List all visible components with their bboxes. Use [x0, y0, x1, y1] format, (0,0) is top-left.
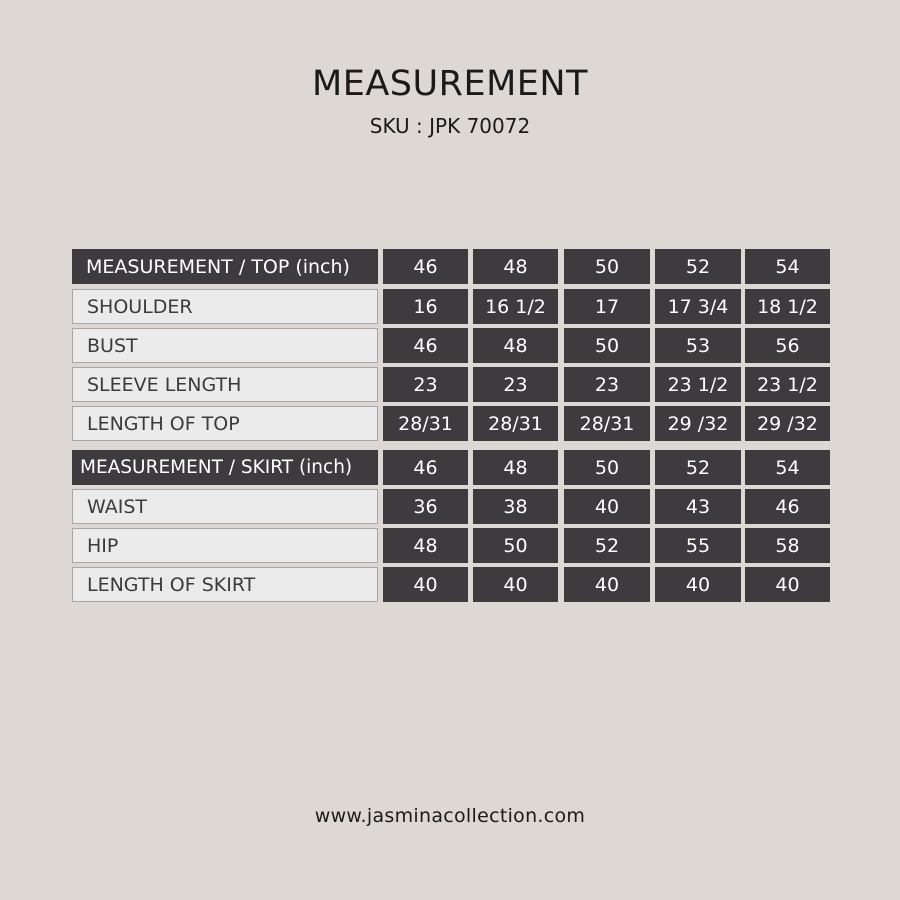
measurement-value: 23 [564, 367, 650, 402]
row-label: LENGTH OF TOP [72, 406, 378, 441]
measurement-value: 17 3/4 [655, 289, 741, 324]
measurement-value: 48 [383, 528, 468, 563]
measurement-value: 55 [655, 528, 741, 563]
measurement-value: 17 [564, 289, 650, 324]
sku-label: SKU : JPK 70072 [369, 114, 531, 138]
row-label: BUST [72, 328, 378, 363]
skirt-header-size: 46 [383, 450, 468, 485]
measurement-value: 38 [473, 489, 558, 524]
top-header-label: MEASUREMENT / TOP (inch) [72, 249, 378, 284]
measurement-value: 58 [745, 528, 830, 563]
skirt-header-size: 52 [655, 450, 741, 485]
measurement-value: 40 [564, 489, 650, 524]
measurement-value: 23 [383, 367, 468, 402]
top-header-size: 48 [473, 249, 558, 284]
row-label: HIP [72, 528, 378, 563]
measurement-value: 40 [383, 567, 468, 602]
row-label: WAIST [72, 489, 378, 524]
measurement-value: 16 [383, 289, 468, 324]
measurement-value: 29 /32 [655, 406, 741, 441]
page-title: MEASUREMENT [312, 64, 588, 104]
row-label: SLEEVE LENGTH [72, 367, 378, 402]
measurement-value: 53 [655, 328, 741, 363]
top-header-size: 52 [655, 249, 741, 284]
top-header-size: 46 [383, 249, 468, 284]
measurement-value: 40 [564, 567, 650, 602]
row-label: SHOULDER [72, 289, 378, 324]
measurement-value: 23 1/2 [745, 367, 830, 402]
measurement-value: 50 [473, 528, 558, 563]
measurement-value: 40 [473, 567, 558, 602]
website-url: www.jasminacollection.com [314, 805, 586, 827]
skirt-header-size: 54 [745, 450, 830, 485]
measurement-value: 50 [564, 328, 650, 363]
measurement-value: 28/31 [564, 406, 650, 441]
measurement-value: 40 [745, 567, 830, 602]
measurement-value: 46 [745, 489, 830, 524]
measurement-value: 28/31 [473, 406, 558, 441]
row-label: LENGTH OF SKIRT [72, 567, 378, 602]
measurement-value: 23 1/2 [655, 367, 741, 402]
measurement-value: 52 [564, 528, 650, 563]
skirt-header-label: MEASUREMENT / SKIRT (inch) [72, 450, 378, 485]
skirt-header-size: 48 [473, 450, 558, 485]
measurement-value: 56 [745, 328, 830, 363]
measurement-value: 23 [473, 367, 558, 402]
measurement-value: 18 1/2 [745, 289, 830, 324]
measurement-value: 48 [473, 328, 558, 363]
measurement-value: 28/31 [383, 406, 468, 441]
skirt-header-size: 50 [564, 450, 650, 485]
measurement-value: 16 1/2 [473, 289, 558, 324]
top-header-size: 54 [745, 249, 830, 284]
measurement-value: 29 /32 [745, 406, 830, 441]
top-header-size: 50 [564, 249, 650, 284]
measurement-value: 46 [383, 328, 468, 363]
measurement-value: 36 [383, 489, 468, 524]
measurement-value: 43 [655, 489, 741, 524]
measurement-value: 40 [655, 567, 741, 602]
